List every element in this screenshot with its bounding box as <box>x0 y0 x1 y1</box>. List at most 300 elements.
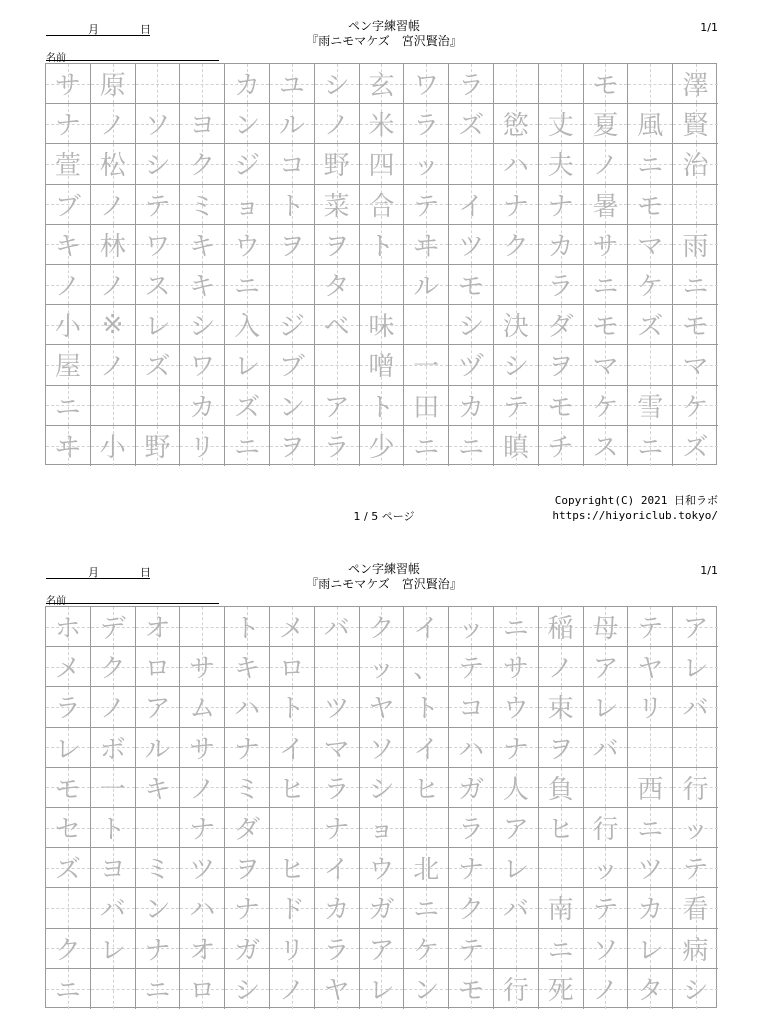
grid-cell <box>136 144 181 184</box>
grid-cell <box>539 888 584 928</box>
grid-cell <box>225 768 270 808</box>
grid-cell <box>360 768 405 808</box>
grid-cell <box>449 969 494 1009</box>
grid-cell <box>91 345 136 385</box>
month-label: 月 <box>88 566 99 579</box>
grid-cell <box>539 144 584 184</box>
grid-cell <box>136 888 181 928</box>
trace-char: ク <box>368 614 395 645</box>
trace-char: ニ <box>234 433 261 464</box>
grid-cell <box>360 607 405 647</box>
grid-cell <box>584 848 629 888</box>
grid-cell <box>584 768 629 808</box>
trace-char: ※ <box>101 309 124 340</box>
trace-char: オ <box>189 935 216 966</box>
grid-cell <box>628 64 673 104</box>
trace-char: 行 <box>502 976 529 1007</box>
grid-cell <box>673 607 718 647</box>
grid-cell <box>628 848 673 888</box>
grid-cell <box>136 687 181 727</box>
grid-cell <box>628 929 673 969</box>
grid-cell <box>270 929 315 969</box>
trace-char: ス <box>592 433 619 464</box>
grid-cell <box>91 808 136 848</box>
trace-char: レ <box>234 352 261 383</box>
grid-cell <box>539 426 584 466</box>
grid-cell <box>46 929 91 969</box>
grid-cell <box>494 64 539 104</box>
trace-char: ナ <box>189 815 216 846</box>
trace-char: ナ <box>547 191 574 222</box>
trace-char: ズ <box>637 312 664 343</box>
trace-char: ガ <box>458 774 485 805</box>
trace-char: モ <box>637 191 664 222</box>
trace-char: ア <box>502 815 529 846</box>
grid-cell <box>628 225 673 265</box>
grid-cell <box>315 848 360 888</box>
trace-char: ウ <box>502 694 529 725</box>
grid-cell <box>180 104 225 144</box>
trace-char: キ <box>144 774 171 805</box>
trace-char: ト <box>278 694 305 725</box>
trace-char: カ <box>547 231 574 262</box>
trace-char: 松 <box>99 151 126 182</box>
trace-char: 瞋 <box>502 433 529 464</box>
trace-char: 慾 <box>502 111 529 142</box>
grid-cell <box>449 185 494 225</box>
grid-cell <box>360 426 405 466</box>
sheet-title-block <box>0 562 768 592</box>
grid-cell <box>315 687 360 727</box>
grid-cell <box>136 728 181 768</box>
grid-cell <box>539 647 584 687</box>
trace-char: ロ <box>278 654 305 685</box>
trace-char: 小 <box>99 433 126 464</box>
trace-char: レ <box>368 976 395 1007</box>
grid-cell <box>673 144 718 184</box>
copyright-text: Copyright(C) 2021 日和ラボ <box>554 494 718 507</box>
trace-char: ラ <box>458 815 485 846</box>
grid-cell <box>360 728 405 768</box>
grid-cell <box>46 144 91 184</box>
trace-char: ミ <box>234 774 261 805</box>
grid-cell <box>449 929 494 969</box>
grid-cell <box>270 848 315 888</box>
trace-char: 病 <box>682 935 709 966</box>
grid-cell <box>673 104 718 144</box>
trace-char: 看 <box>682 895 709 926</box>
grid-cell <box>270 345 315 385</box>
grid-cell <box>315 386 360 426</box>
trace-char: 少 <box>368 433 395 464</box>
grid-cell <box>46 225 91 265</box>
grid-cell <box>404 929 449 969</box>
grid-cell <box>449 647 494 687</box>
trace-char: ツ <box>189 855 216 886</box>
grid-cell <box>360 888 405 928</box>
grid-cell <box>136 426 181 466</box>
grid-cell <box>404 104 449 144</box>
grid-cell <box>539 768 584 808</box>
grid-cell <box>584 687 629 727</box>
trace-char: ト <box>278 191 305 222</box>
grid-cell <box>404 225 449 265</box>
grid-cell <box>628 185 673 225</box>
grid-cell <box>360 929 405 969</box>
grid-cell <box>360 225 405 265</box>
grid-cell <box>225 647 270 687</box>
grid-cell <box>225 225 270 265</box>
grid-cell <box>404 647 449 687</box>
grid-cell <box>628 687 673 727</box>
grid-cell <box>449 345 494 385</box>
grid-cell <box>404 265 449 305</box>
grid-cell <box>91 888 136 928</box>
grid-cell <box>315 647 360 687</box>
trace-char: ズ <box>234 392 261 423</box>
grid-cell <box>494 607 539 647</box>
trace-char: ヰ <box>413 231 440 262</box>
grid-cell <box>180 647 225 687</box>
trace-char: サ <box>502 654 529 685</box>
trace-char: ワ <box>144 231 171 262</box>
grid-cell <box>539 687 584 727</box>
grid-cell <box>270 888 315 928</box>
trace-char: ケ <box>413 935 440 966</box>
grid-cell <box>225 345 270 385</box>
trace-char: ク <box>458 895 485 926</box>
grid-cell <box>360 386 405 426</box>
grid-cell <box>584 969 629 1009</box>
grid-cell <box>449 687 494 727</box>
grid-cell <box>270 687 315 727</box>
trace-char: ナ <box>323 815 350 846</box>
grid-cell <box>270 607 315 647</box>
trace-char: ア <box>682 614 709 645</box>
trace-char: 四 <box>368 151 395 182</box>
grid-cell <box>404 848 449 888</box>
grid-cell <box>494 386 539 426</box>
trace-char: ド <box>278 895 305 926</box>
name-underline <box>46 60 219 61</box>
trace-char: ノ <box>323 111 350 142</box>
grid-cell <box>494 768 539 808</box>
grid-cell <box>494 647 539 687</box>
grid-cell <box>494 888 539 928</box>
grid-cell <box>494 848 539 888</box>
trace-char: ブ <box>278 352 305 383</box>
grid-cell <box>673 888 718 928</box>
grid-cell <box>628 647 673 687</box>
grid-cell <box>404 969 449 1009</box>
trace-char: レ <box>682 654 709 685</box>
grid-cell <box>225 104 270 144</box>
trace-char: ル <box>144 734 171 765</box>
grid-cell <box>584 104 629 144</box>
grid-cell <box>270 64 315 104</box>
grid-cell <box>91 728 136 768</box>
grid-cell <box>539 848 584 888</box>
grid-cell <box>46 265 91 305</box>
trace-char: ツ <box>458 231 485 262</box>
grid-cell <box>270 728 315 768</box>
grid-cell <box>539 808 584 848</box>
grid-cell <box>494 687 539 727</box>
trace-char: ラ <box>54 694 81 725</box>
grid-cell <box>315 305 360 345</box>
grid-cell <box>91 647 136 687</box>
trace-char: ニ <box>413 895 440 926</box>
trace-char: シ <box>682 976 709 1007</box>
grid-cell <box>449 64 494 104</box>
grid-cell <box>136 848 181 888</box>
grid-cell <box>180 386 225 426</box>
trace-char: ベ <box>323 312 350 343</box>
trace-char: ョ <box>234 191 261 222</box>
trace-char: ッ <box>592 855 619 886</box>
grid-cell <box>584 185 629 225</box>
grid-cell <box>584 728 629 768</box>
trace-char: ラ <box>323 935 350 966</box>
trace-char: ラ <box>323 774 350 805</box>
trace-char: ヨ <box>99 855 126 886</box>
trace-char: テ <box>458 935 485 966</box>
grid-cell <box>180 144 225 184</box>
grid-cell <box>584 647 629 687</box>
trace-char: リ <box>189 433 216 464</box>
trace-char: カ <box>189 392 216 423</box>
trace-char: 小 <box>54 312 81 343</box>
grid-cell <box>539 265 584 305</box>
trace-char: テ <box>502 392 529 423</box>
trace-char: ヲ <box>278 231 305 262</box>
trace-char: ト <box>368 231 395 262</box>
trace-char: 行 <box>682 774 709 805</box>
grid-cell <box>180 345 225 385</box>
grid-cell <box>539 64 584 104</box>
grid-cell <box>270 305 315 345</box>
grid-cell <box>360 185 405 225</box>
grid-cell <box>628 969 673 1009</box>
grid-cell <box>46 64 91 104</box>
grid-cell <box>46 104 91 144</box>
trace-char: 西 <box>637 774 664 805</box>
grid-cell <box>360 969 405 1009</box>
trace-char: 合 <box>368 191 395 222</box>
grid-cell <box>180 225 225 265</box>
grid-cell <box>673 426 718 466</box>
trace-char: タ <box>323 272 350 303</box>
trace-char: キ <box>234 654 261 685</box>
grid-cell <box>315 426 360 466</box>
trace-char: 入 <box>234 312 261 343</box>
trace-char: ホ <box>54 614 81 645</box>
sheet-pager: 1/1 <box>700 21 718 34</box>
trace-char: メ <box>278 614 305 645</box>
trace-char: ブ <box>54 191 81 222</box>
grid-cell <box>315 64 360 104</box>
trace-char: ア <box>368 935 395 966</box>
grid-cell <box>673 929 718 969</box>
grid-cell <box>539 225 584 265</box>
grid-cell <box>494 426 539 466</box>
trace-char: テ <box>637 614 664 645</box>
trace-char: イ <box>413 614 440 645</box>
grid-cell <box>494 929 539 969</box>
grid-cell <box>673 305 718 345</box>
trace-char: ニ <box>547 935 574 966</box>
grid-cell <box>360 848 405 888</box>
trace-char: ニ <box>502 614 529 645</box>
name-label: 名前 <box>46 53 66 64</box>
trace-char: 屋 <box>54 352 81 383</box>
trace-char: ノ <box>592 976 619 1007</box>
trace-char: サ <box>189 654 216 685</box>
trace-char: イ <box>413 734 440 765</box>
trace-char: ワ <box>189 352 216 383</box>
grid-cell <box>270 265 315 305</box>
grid-cell <box>673 64 718 104</box>
trace-char: ヒ <box>547 815 574 846</box>
trace-char: シ <box>234 976 261 1007</box>
trace-char: ノ <box>99 191 126 222</box>
trace-char: ウ <box>234 231 261 262</box>
trace-char: シ <box>368 774 395 805</box>
trace-char: レ <box>592 694 619 725</box>
grid-cell <box>494 728 539 768</box>
trace-char: 原 <box>99 71 126 102</box>
grid-cell <box>539 305 584 345</box>
trace-char: ノ <box>592 151 619 182</box>
grid-cell <box>46 728 91 768</box>
trace-char: 決 <box>502 312 529 343</box>
trace-char: テ <box>682 855 709 886</box>
grid-cell <box>270 386 315 426</box>
grid-cell <box>225 607 270 647</box>
grid-cell <box>673 647 718 687</box>
grid-cell <box>449 104 494 144</box>
sheet-title-block <box>0 19 768 49</box>
trace-char: ナ <box>502 734 529 765</box>
trace-char: ッ <box>682 815 709 846</box>
grid-cell <box>584 426 629 466</box>
trace-char: ラ <box>413 111 440 142</box>
trace-char: ニ <box>54 976 81 1007</box>
trace-char: ハ <box>189 895 216 926</box>
grid-cell <box>449 888 494 928</box>
grid-cell <box>46 808 91 848</box>
trace-char: ス <box>144 272 171 303</box>
trace-char: ヲ <box>278 433 305 464</box>
name-label: 名前 <box>46 596 66 607</box>
trace-char: リ <box>278 935 305 966</box>
trace-char: 菜 <box>323 191 350 222</box>
trace-char: ト <box>413 694 440 725</box>
trace-char: 雨 <box>682 231 709 262</box>
grid-cell <box>180 265 225 305</box>
grid-cell <box>673 185 718 225</box>
trace-char: ッ <box>368 654 395 685</box>
grid-cell <box>225 426 270 466</box>
trace-char: モ <box>682 312 709 343</box>
trace-char: ト <box>234 614 261 645</box>
grid-cell <box>91 607 136 647</box>
grid-cell <box>449 265 494 305</box>
grid-cell <box>584 607 629 647</box>
grid-cell <box>628 144 673 184</box>
site-url[interactable]: https://hiyoriclub.tokyo/ <box>552 509 718 522</box>
grid-cell <box>360 647 405 687</box>
trace-char: ガ <box>368 895 395 926</box>
trace-char: ロ <box>144 654 171 685</box>
trace-char: 夫 <box>547 151 574 182</box>
trace-char: バ <box>502 895 529 926</box>
grid-cell <box>404 345 449 385</box>
trace-char: ト <box>368 392 395 423</box>
trace-char: シ <box>458 312 485 343</box>
grid-cell <box>270 225 315 265</box>
grid-cell <box>225 888 270 928</box>
trace-char: ニ <box>637 151 664 182</box>
trace-char: 玄 <box>368 71 395 102</box>
grid-cell <box>315 728 360 768</box>
trace-char: 田 <box>413 392 440 423</box>
trace-char: ズ <box>54 855 81 886</box>
grid-cell <box>136 185 181 225</box>
grid-cell <box>315 225 360 265</box>
grid-cell <box>494 808 539 848</box>
trace-char: オ <box>144 614 171 645</box>
trace-char: マ <box>682 352 709 383</box>
grid-cell <box>673 728 718 768</box>
grid-cell <box>91 969 136 1009</box>
grid-cell <box>315 185 360 225</box>
trace-char: メ <box>54 654 81 685</box>
grid-cell <box>315 265 360 305</box>
grid-cell <box>180 687 225 727</box>
grid-cell <box>673 848 718 888</box>
trace-char: モ <box>592 71 619 102</box>
trace-char: シ <box>323 71 350 102</box>
grid-cell <box>91 426 136 466</box>
trace-char: ヤ <box>323 976 350 1007</box>
grid-cell <box>628 728 673 768</box>
trace-char: イ <box>278 734 305 765</box>
trace-char: カ <box>458 392 485 423</box>
grid-cell <box>360 808 405 848</box>
grid-cell <box>494 104 539 144</box>
trace-char: モ <box>592 312 619 343</box>
trace-char: ナ <box>458 855 485 886</box>
trace-char: レ <box>54 734 81 765</box>
grid-cell <box>584 144 629 184</box>
trace-char: ナ <box>234 895 261 926</box>
grid-cell <box>404 64 449 104</box>
trace-char: ヲ <box>547 352 574 383</box>
trace-char: 夏 <box>592 111 619 142</box>
trace-char: ズ <box>144 352 171 383</box>
grid-cell <box>449 426 494 466</box>
grid-cell <box>584 345 629 385</box>
trace-char: レ <box>502 855 529 886</box>
grid-cell <box>449 305 494 345</box>
trace-char: 米 <box>368 111 395 142</box>
grid-cell <box>225 808 270 848</box>
trace-char: ハ <box>502 151 529 182</box>
grid-cell <box>449 144 494 184</box>
trace-char: カ <box>234 71 261 102</box>
grid-cell <box>449 728 494 768</box>
